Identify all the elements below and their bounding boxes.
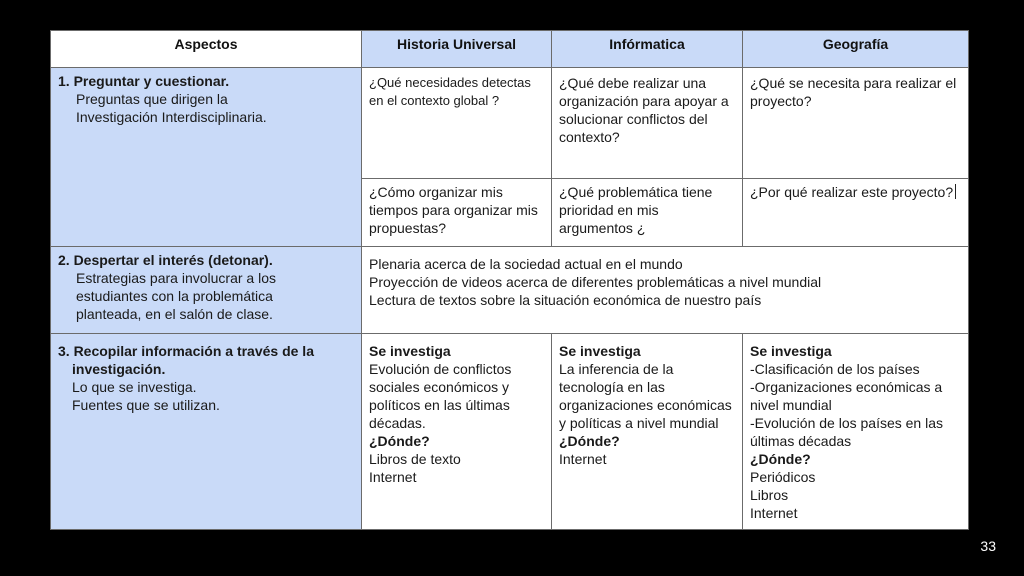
question-text: ¿Qué problemática tiene prioridad en mis argumentos ¿	[559, 184, 713, 236]
content-line: Lectura de textos sobre la situación económica de nuestro país	[369, 292, 762, 308]
cell-historia-research	[362, 334, 552, 530]
header-informatica: Infórmatica	[552, 31, 743, 68]
header-geografia: Geografía	[743, 31, 969, 68]
aspect-cell-2	[51, 247, 362, 334]
aspects-table	[50, 30, 969, 530]
aspect-desc-line: Fuentes que se utilizan.	[72, 397, 220, 413]
header-historia: Historia Universal	[362, 31, 552, 68]
research-text: Evolución de conflictos sociales económicos y políticos en las últimas décadas.	[369, 361, 512, 431]
question-text: ¿Qué se necesita para realizar el proyecto?	[750, 75, 957, 109]
source-item: Internet	[559, 451, 607, 467]
content-line: Proyección de videos acerca de diferentes problemáticas a nivel mundial	[369, 274, 822, 290]
where-heading: ¿Dónde?	[559, 433, 620, 449]
slide-table-container	[50, 30, 968, 530]
header-aspectos: Aspectos	[51, 31, 362, 68]
slide-number: 33	[980, 538, 996, 554]
table-row	[51, 247, 969, 334]
cell-historia-q1	[362, 68, 552, 179]
cell-informatica-q1	[552, 68, 743, 179]
cell-detonar-content	[362, 247, 969, 334]
research-item: -Clasificación de los países	[750, 361, 920, 377]
source-item: Libros	[750, 487, 789, 503]
aspect-desc-line: estudiantes con la problemática	[76, 288, 273, 304]
source-item: Internet	[750, 505, 798, 521]
cell-geografia-research	[743, 334, 969, 530]
aspect-desc-line: planteada, en el salón de clase.	[76, 306, 273, 322]
aspect-cell-3	[51, 334, 362, 530]
research-heading: Se investiga	[559, 343, 641, 359]
cell-geografia-q1	[743, 68, 969, 179]
text-cursor	[955, 184, 956, 199]
cell-informatica-research	[552, 334, 743, 530]
aspect-desc-line: Preguntas que dirigen la	[76, 91, 228, 107]
question-text: ¿Cómo organizar mis tiempos para organizar mis propuestas?	[369, 184, 538, 236]
research-item: -Organizaciones económicas a nivel mundial	[750, 379, 943, 413]
aspect-title: 3. Recopilar información a través de la	[58, 343, 314, 359]
aspect-cell-1	[51, 68, 362, 247]
research-heading: Se investiga	[750, 343, 832, 359]
header-row	[51, 31, 969, 68]
aspect-title: 1. Preguntar y cuestionar.	[58, 73, 230, 89]
aspect-desc-line: Lo que se investiga.	[72, 379, 197, 395]
research-text: La inferencia de la tecnología en las organizaciones económicas y políticas a nivel mundial	[559, 361, 732, 431]
source-item: Libros de texto	[369, 451, 461, 467]
cell-historia-q2	[362, 179, 552, 247]
where-heading: ¿Dónde?	[750, 451, 811, 467]
question-text: ¿Por qué realizar este proyecto?	[750, 184, 954, 200]
aspect-desc-line: Investigación Interdisciplinaria.	[76, 109, 267, 125]
research-heading: Se investiga	[369, 343, 451, 359]
aspect-title: 2. Despertar el interés (detonar).	[58, 252, 273, 268]
aspect-desc-line: Estrategias para involucrar a los	[76, 270, 276, 286]
cell-geografia-q2	[743, 179, 969, 247]
where-heading: ¿Dónde?	[369, 433, 430, 449]
question-text: ¿Qué necesidades detectas en el contexto global ?	[369, 75, 531, 108]
table-row	[51, 334, 969, 530]
table-row	[51, 68, 969, 179]
source-item: Internet	[369, 469, 417, 485]
cell-informatica-q2	[552, 179, 743, 247]
research-item: -Evolución de los países en las últimas décadas	[750, 415, 943, 449]
question-text: ¿Qué debe realizar una organización para apoyar a solucionar conflictos del contexto?	[559, 75, 729, 145]
source-item: Periódicos	[750, 469, 816, 485]
content-line: Plenaria acerca de la sociedad actual en el mundo	[369, 256, 683, 272]
aspect-title: investigación.	[72, 361, 166, 377]
